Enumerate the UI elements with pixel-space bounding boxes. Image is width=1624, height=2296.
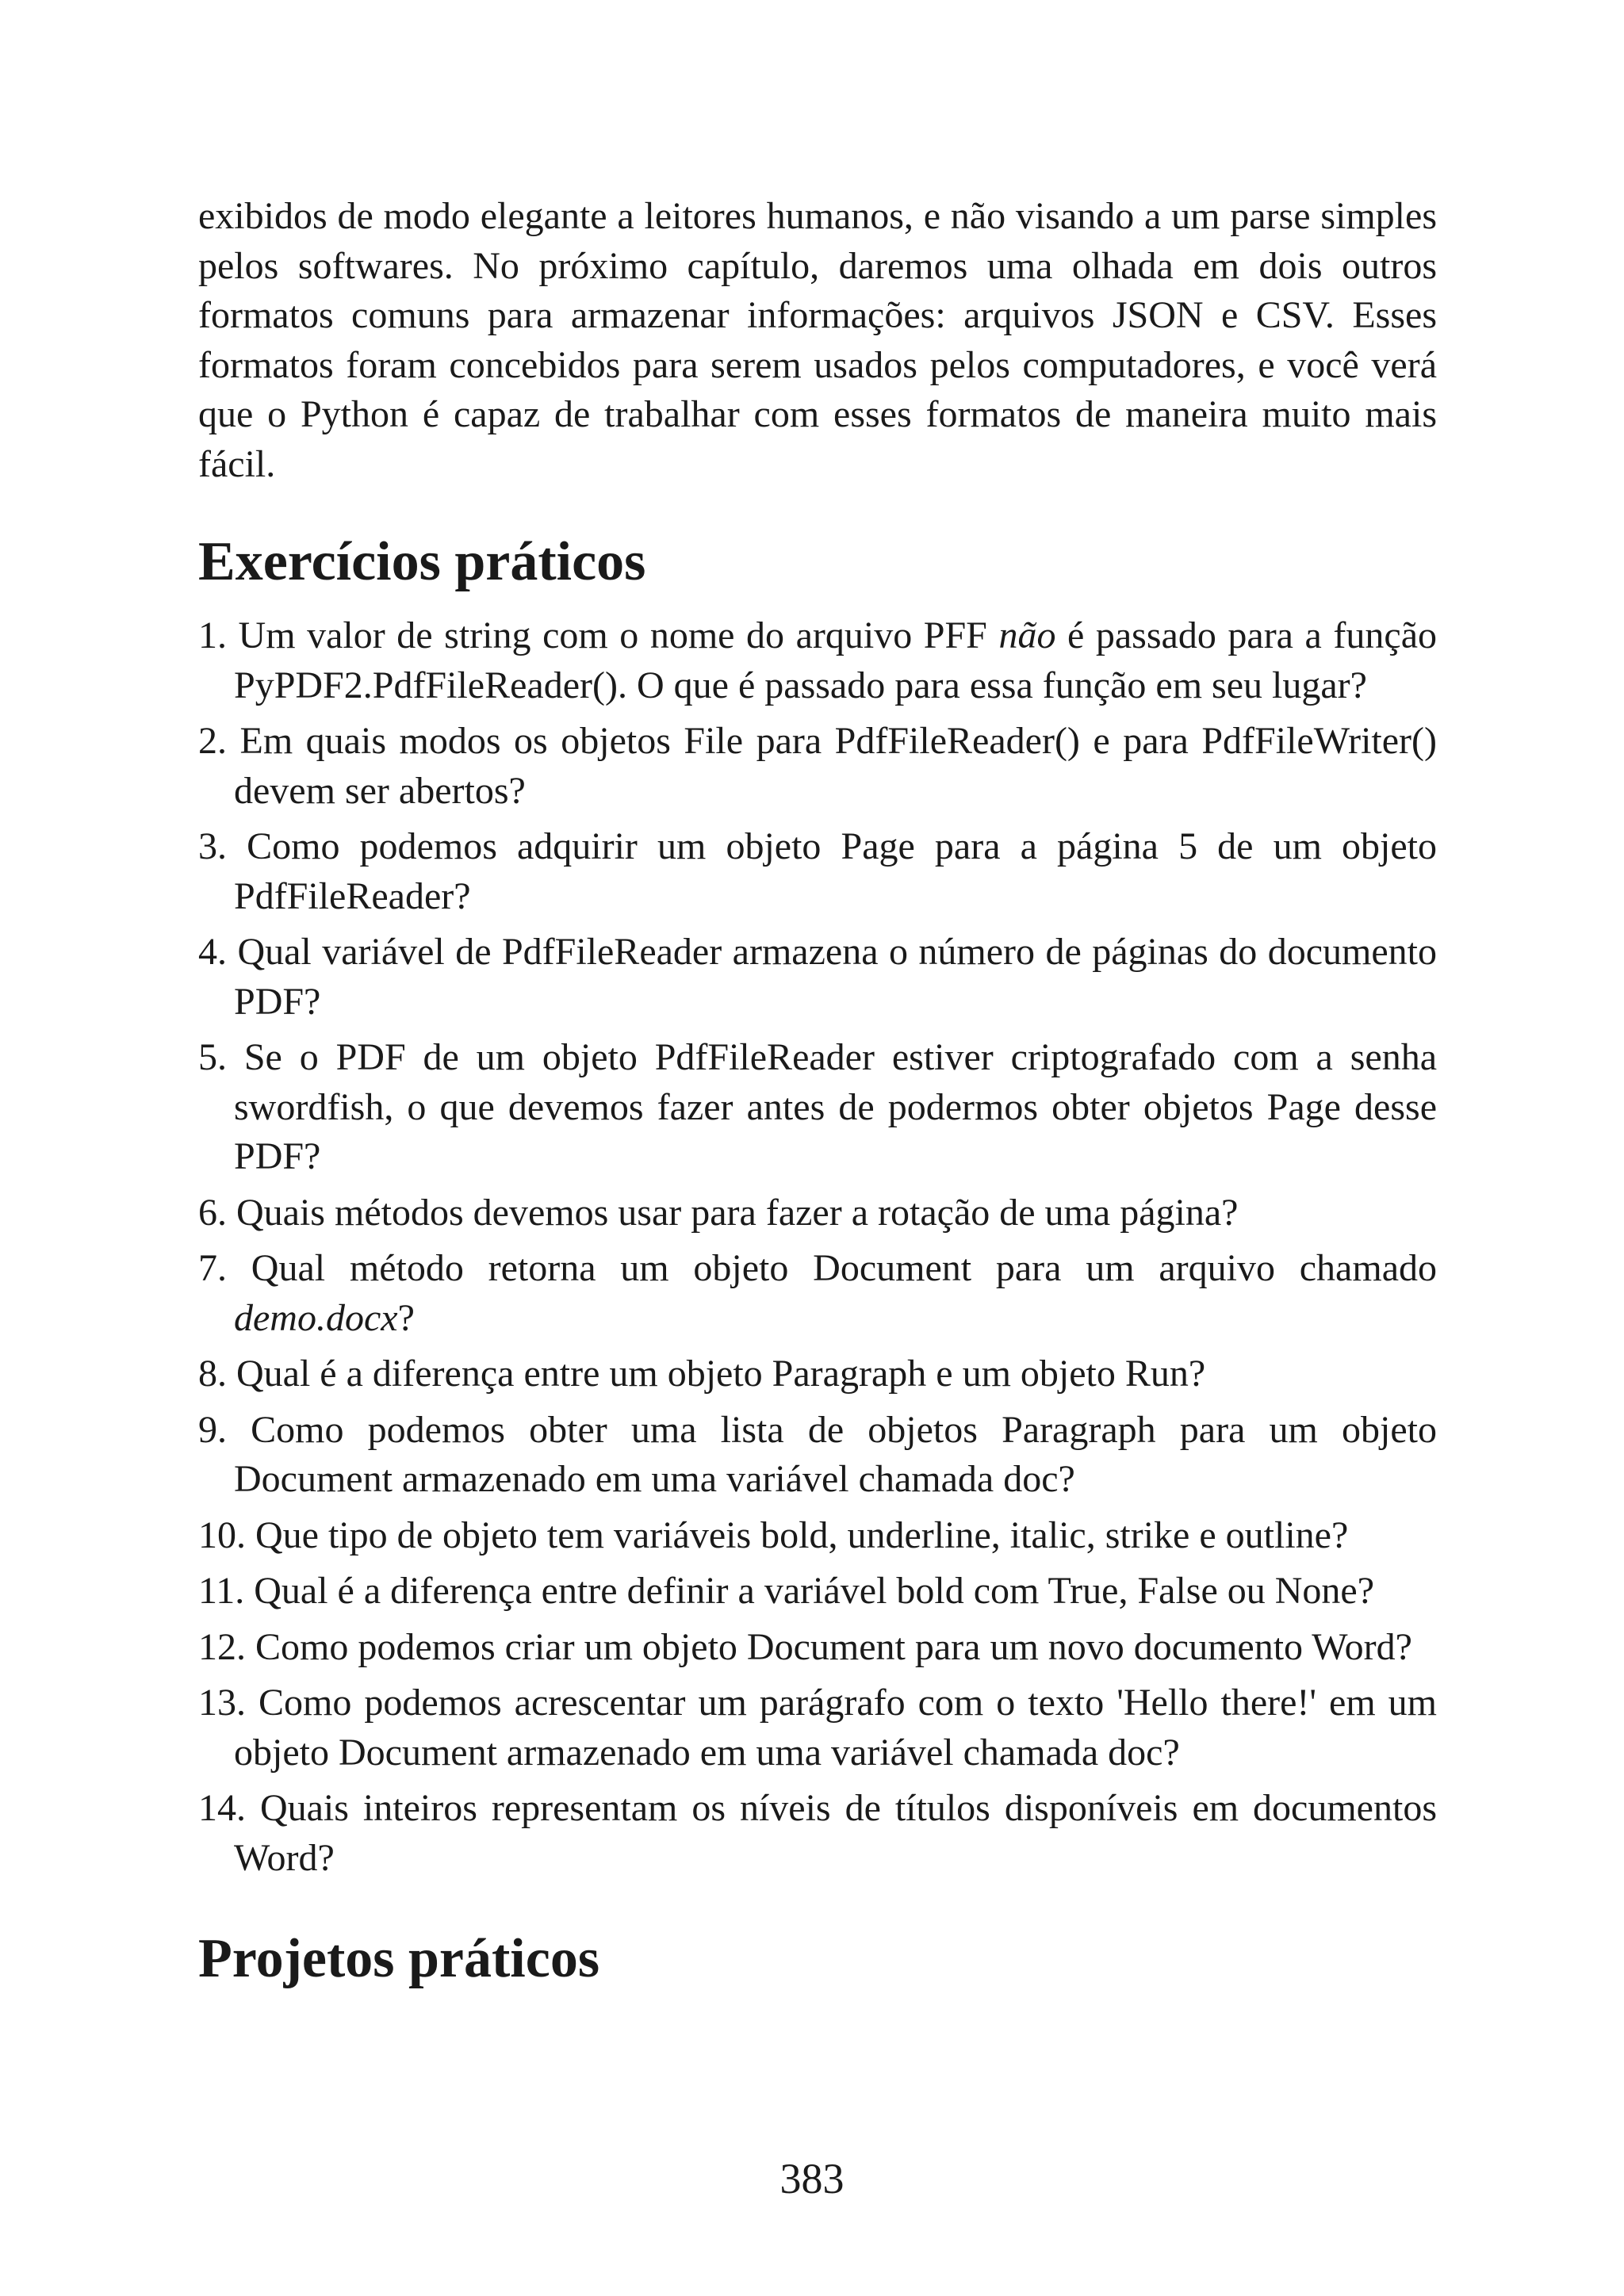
exercise-item: 11. Qual é a diferença entre definir a variável bold com True, False ou None? — [198, 1570, 1375, 1612]
exercise-item: 5. Se o PDF de um objeto PdfFileReader estiver criptografado com a senha swordfish, o que devemos fazer antes de podermos obter objetos Page desse PDF? — [198, 1036, 1437, 1177]
page-number: 383 — [779, 2155, 845, 2202]
exercise-item: 13. Como podemos acrescentar um parágrafo com o texto 'Hello there!' em um objeto Document armazenado em uma variável chamada doc? — [198, 1682, 1437, 1774]
exercises-heading: Exercícios práticos — [198, 531, 646, 592]
exercise-item: 1. Um valor de string com o nome do arquivo PFF não é passado para a função PyPDF2.PdfFileReader(). O que é passado para essa função em seu lugar? — [198, 614, 1438, 706]
exercise-item: 12. Como podemos criar um objeto Document para um novo documento Word? — [198, 1625, 1412, 1668]
exercise-item: 6. Quais métodos devemos usar para fazer a rotação de uma página? — [198, 1191, 1239, 1234]
projects-heading: Projetos práticos — [198, 1928, 600, 1989]
exercise-item: 3. Como podemos adquirir um objeto Page para a página 5 de um objeto PdfFileReader? — [198, 825, 1437, 917]
emphasis: não — [998, 614, 1056, 656]
exercise-item: 14. Quais inteiros representam os níveis de títulos disponíveis em documentos Word? — [198, 1787, 1437, 1879]
exercise-item: 4. Qual variável de PdfFileReader armazena o número de páginas do documento PDF? — [198, 931, 1437, 1023]
exercise-item: 10. Que tipo de objeto tem variáveis bold, underline, italic, strike e outline? — [198, 1513, 1349, 1556]
exercise-item: 2. Em quais modos os objetos File para PdfFileReader() e para PdfFileWriter() devem ser abertos? — [198, 720, 1437, 812]
exercise-item: 7. Qual método retorna um objeto Document para um arquivo chamado demo.docx? — [198, 1247, 1437, 1339]
exercise-item: 9. Como podemos obter uma lista de objetos Paragraph para um objeto Document armazenado em uma variável chamada doc? — [198, 1408, 1437, 1500]
page-body — [198, 192, 1437, 1991]
exercise-list — [198, 611, 1437, 1883]
exercise-item: 8. Qual é a diferença entre um objeto Paragraph e um objeto Run? — [198, 1353, 1206, 1395]
emphasis: demo.docx — [234, 1296, 398, 1339]
intro-paragraph: exibidos de modo elegante a leitores humanos, e não visando a um parse simples pelos softwares. No próximo capítulo, daremos uma olhada em dois outros formatos comuns para armazenar informações: arquivos JSON e CSV. Esses formatos foram concebidos para serem usados pelos computadores, e você verá que o Python é capaz de trabalhar com esses formatos de maneira muito mais fácil. — [198, 195, 1437, 485]
